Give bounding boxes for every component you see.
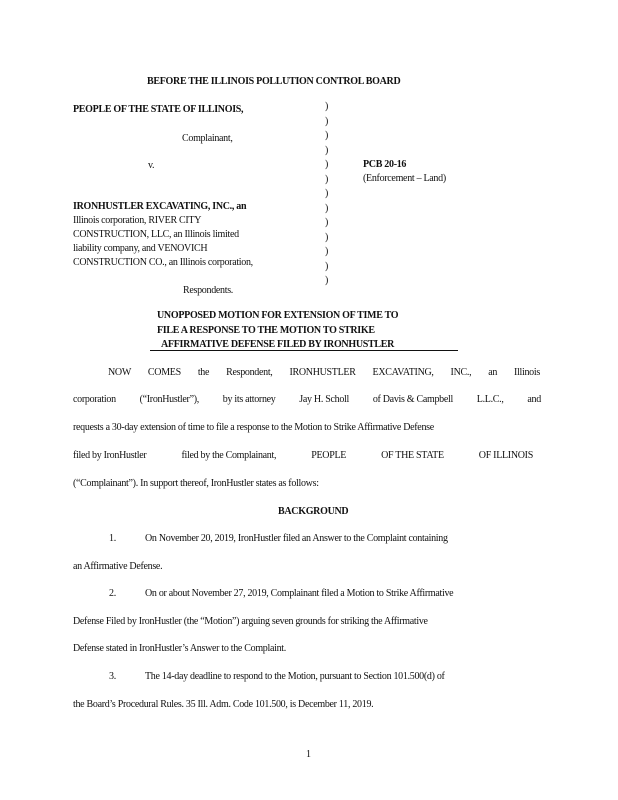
word: Illinois	[514, 367, 540, 378]
title-underline	[150, 350, 458, 351]
bracket: )	[325, 130, 329, 141]
bracket: )	[325, 115, 329, 127]
versus-label: v.	[148, 160, 155, 171]
motion-title-line: AFFIRMATIVE DEFENSE FILED BY IRONHUSTLER	[161, 339, 395, 350]
paragraph-line: On or about November 27, 2019, Complainant filed a Motion to Strike Affirmative	[145, 588, 454, 599]
bracket: )	[325, 231, 329, 243]
word: NOW	[108, 367, 131, 378]
word: (“IronHustler”),	[139, 394, 199, 405]
bracket: )	[325, 202, 329, 214]
motion-title-line: FILE A RESPONSE TO THE MOTION TO STRIKE	[157, 325, 375, 336]
defendant-line: IRONHUSTLER EXCAVATING, INC., an	[73, 201, 247, 212]
bracket: )	[325, 260, 329, 272]
bracket: )	[325, 173, 329, 185]
caption-bracket-column	[325, 100, 335, 289]
word: an	[488, 367, 498, 378]
word: Respondent,	[226, 367, 273, 378]
word: OF THE STATE	[381, 450, 444, 461]
paragraph-number: 3.	[109, 671, 116, 682]
word: and	[527, 394, 541, 405]
defendant-line: Illinois corporation, RIVER CITY	[73, 215, 202, 226]
paragraph-line: Defense Filed by IronHustler (the “Motion”) arguing seven grounds for striking the Affirmative	[73, 616, 428, 627]
plaintiff-name: PEOPLE OF THE STATE OF ILLINOIS,	[73, 104, 244, 115]
defendant-line: liability company, and VENOVICH	[73, 243, 208, 254]
bracket: )	[325, 159, 329, 170]
intro-line-5: (“Complainant”). In support thereof, IronHustler states as follows:	[73, 478, 319, 489]
paragraph-number: 2.	[109, 588, 116, 599]
word: by its attorney	[222, 394, 276, 405]
paragraph-line: The 14-day deadline to respond to the Motion, pursuant to Section 101.500(d) of	[145, 671, 445, 682]
bracket: )	[325, 101, 329, 112]
bracket: )	[325, 188, 329, 199]
case-type: (Enforcement – Land)	[363, 173, 446, 184]
bracket: )	[325, 275, 329, 286]
tribunal-heading: BEFORE THE ILLINOIS POLLUTION CONTROL BOARD	[147, 76, 401, 87]
page-number: 1	[306, 749, 311, 760]
defendant-line: CONSTRUCTION, LLC, an Illinois limited	[73, 229, 239, 240]
paragraph-line: the Board’s Procedural Rules. 35 Ill. Adm. Code 101.500, is December 11, 2019.	[73, 699, 374, 710]
motion-title-line: UNOPPOSED MOTION FOR EXTENSION OF TIME TO	[157, 310, 399, 321]
background-heading: BACKGROUND	[278, 506, 349, 517]
intro-line-2	[73, 394, 541, 406]
paragraph-number: 1.	[109, 533, 116, 544]
word: EXCAVATING,	[372, 367, 434, 378]
word: PEOPLE	[311, 450, 347, 461]
word: corporation	[73, 394, 116, 405]
intro-line-3: requests a 30-day extension of time to file a response to the Motion to Strike Affirmative Defense	[73, 422, 434, 433]
respondents-label: Respondents.	[183, 285, 234, 296]
word: OF ILLINOIS	[478, 450, 533, 461]
bracket: )	[325, 144, 329, 156]
bracket: )	[325, 246, 329, 257]
complainant-label: Complainant,	[182, 133, 233, 144]
word: COMES	[147, 367, 181, 378]
paragraph-line: Defense stated in IronHustler’s Answer to the Complaint.	[73, 643, 286, 654]
intro-line-1	[108, 367, 540, 379]
word: L.L.C.,	[476, 394, 504, 405]
word: IRONHUSTLER	[289, 367, 356, 378]
word: filed by the Complainant,	[181, 450, 277, 461]
defendant-line: CONSTRUCTION CO., an Illinois corporation,	[73, 257, 253, 268]
paragraph-line: On November 20, 2019, IronHustler filed an Answer to the Complaint containing	[145, 533, 448, 544]
word: filed by IronHustler	[73, 450, 147, 461]
word: of Davis & Campbell	[372, 394, 453, 405]
word: INC.,	[450, 367, 472, 378]
paragraph-line: an Affirmative Defense.	[73, 561, 163, 572]
case-number: PCB 20-16	[363, 159, 407, 170]
bracket: )	[325, 217, 329, 228]
word: Jay H. Scholl	[299, 394, 350, 405]
word: the	[197, 367, 210, 378]
intro-line-4	[73, 450, 533, 462]
